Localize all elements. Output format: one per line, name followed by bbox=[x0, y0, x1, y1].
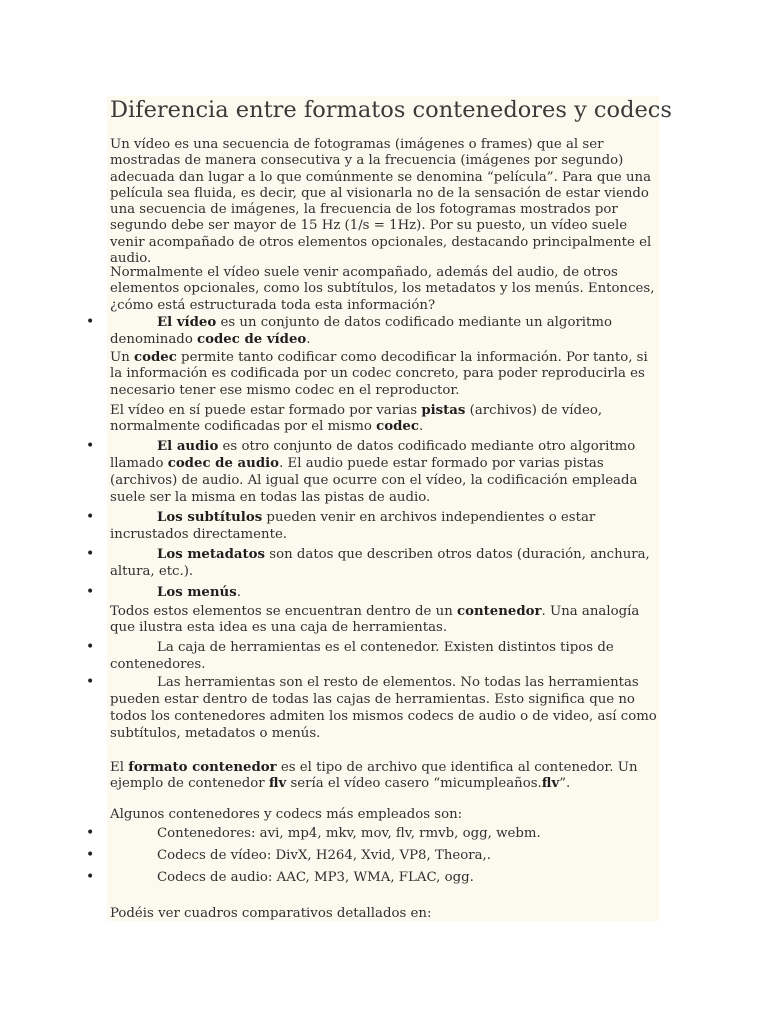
metadata-list-item: Los metadatos son datos que describen otros datos (duración, anchura, altura, etc.). bbox=[110, 547, 650, 579]
bullet-marker: • bbox=[86, 584, 95, 600]
container-paragraph: Todos estos elementos se encuentran dentro de un contenedor. Una analogía que ilustra esta idea es una caja de herramientas. bbox=[110, 604, 640, 636]
bullet-marker: • bbox=[86, 546, 95, 562]
toolbox-list-item: La caja de herramientas es el contenedor. Existen distintos tipos de contenedores. bbox=[110, 640, 614, 672]
audio-list-item: El audio es otro conjunto de datos codificado mediante otro algoritmo llamado codec de audio. El audio puede estar formado por varias pistas (archivos) de audio. Al igual que ocurre con el vídeo, la codificación empleada suele ser la misma en todas las pistas de audio. bbox=[110, 439, 638, 505]
bullet-marker: • bbox=[86, 847, 95, 863]
common-formats-intro: Algunos contenedores y codecs más empleados son: bbox=[110, 807, 463, 822]
menus-list-item: Los menús. bbox=[157, 585, 241, 600]
subtitles-list-item: Los subtítulos pueden venir en archivos independientes o estar incrustados directamente. bbox=[110, 510, 596, 542]
containers-list-item: Contenedores: avi, mp4, mkv, mov, flv, rmvb, ogg, webm. bbox=[157, 826, 541, 841]
bullet-marker: • bbox=[86, 674, 95, 690]
codec-paragraph: Un codec permite tanto codificar como decodificar la información. Por tanto, si la información es codificada por un codec concreto, para poder reproducirla es necesario tener ese mismo codec en el reproductor. bbox=[110, 350, 648, 398]
video-codecs-list-item: Codecs de vídeo: DivX, H264, Xvid, VP8, Theora,. bbox=[157, 848, 491, 863]
bullet-marker: • bbox=[86, 314, 95, 330]
bullet-marker: • bbox=[86, 438, 95, 454]
intro-paragraph: Un vídeo es una secuencia de fotogramas (imágenes o frames) que al ser mostradas de manera consecutiva y a la frecuencia (imágenes por segundo) adecuada dan lugar a lo que comúnmente se denomina “película”. Para que una película sea fluida, es decir, que al visionarla no de la sensación de estar viendo una secuencia de imágenes, la frecuencia de los fotogramas mostrados por segundo debe ser mayor de 15 Hz (1/s = 1Hz). Por su puesto, un vídeo suele venir acompañado de otros elementos opcionales, destacando principalmente el audio. bbox=[110, 137, 652, 267]
tracks-paragraph: El vídeo en sí puede estar formado por varias pistas (archivos) de vídeo, normalmente codificadas por el mismo codec. bbox=[110, 403, 603, 435]
bullet-marker: • bbox=[86, 869, 95, 885]
bullet-marker: • bbox=[86, 509, 95, 525]
container-format-paragraph: El formato contenedor es el tipo de archivo que identifica al contenedor. Un ejemplo de contenedor flv sería el vídeo casero “micumpleaños.flv”. bbox=[110, 760, 638, 792]
video-list-item: El vídeo es un conjunto de datos codificado mediante un algoritmo denominado codec de vídeo. bbox=[110, 315, 613, 347]
bullet-marker: • bbox=[86, 639, 95, 655]
comparisons-paragraph: Podéis ver cuadros comparativos detallados en: bbox=[110, 906, 432, 921]
document-title: Diferencia entre formatos contenedores y codecs bbox=[110, 97, 672, 123]
bullet-marker: • bbox=[86, 825, 95, 841]
structure-paragraph: Normalmente el vídeo suele venir acompañado, además del audio, de otros elementos opcionales, como los subtítulos, los metadatos y los menús. Entonces, ¿cómo está estructurada toda esta información? bbox=[110, 265, 655, 313]
audio-codecs-list-item: Codecs de audio: AAC, MP3, WMA, FLAC, ogg. bbox=[157, 870, 474, 885]
tools-list-item: Las herramientas son el resto de elementos. No todas las herramientas pueden estar dentro de todas las cajas de herramientas. Esto significa que no todos los contenedores admiten los mismos codecs de audio o de video, así como subtítulos, metadatos o menús. bbox=[110, 675, 657, 741]
